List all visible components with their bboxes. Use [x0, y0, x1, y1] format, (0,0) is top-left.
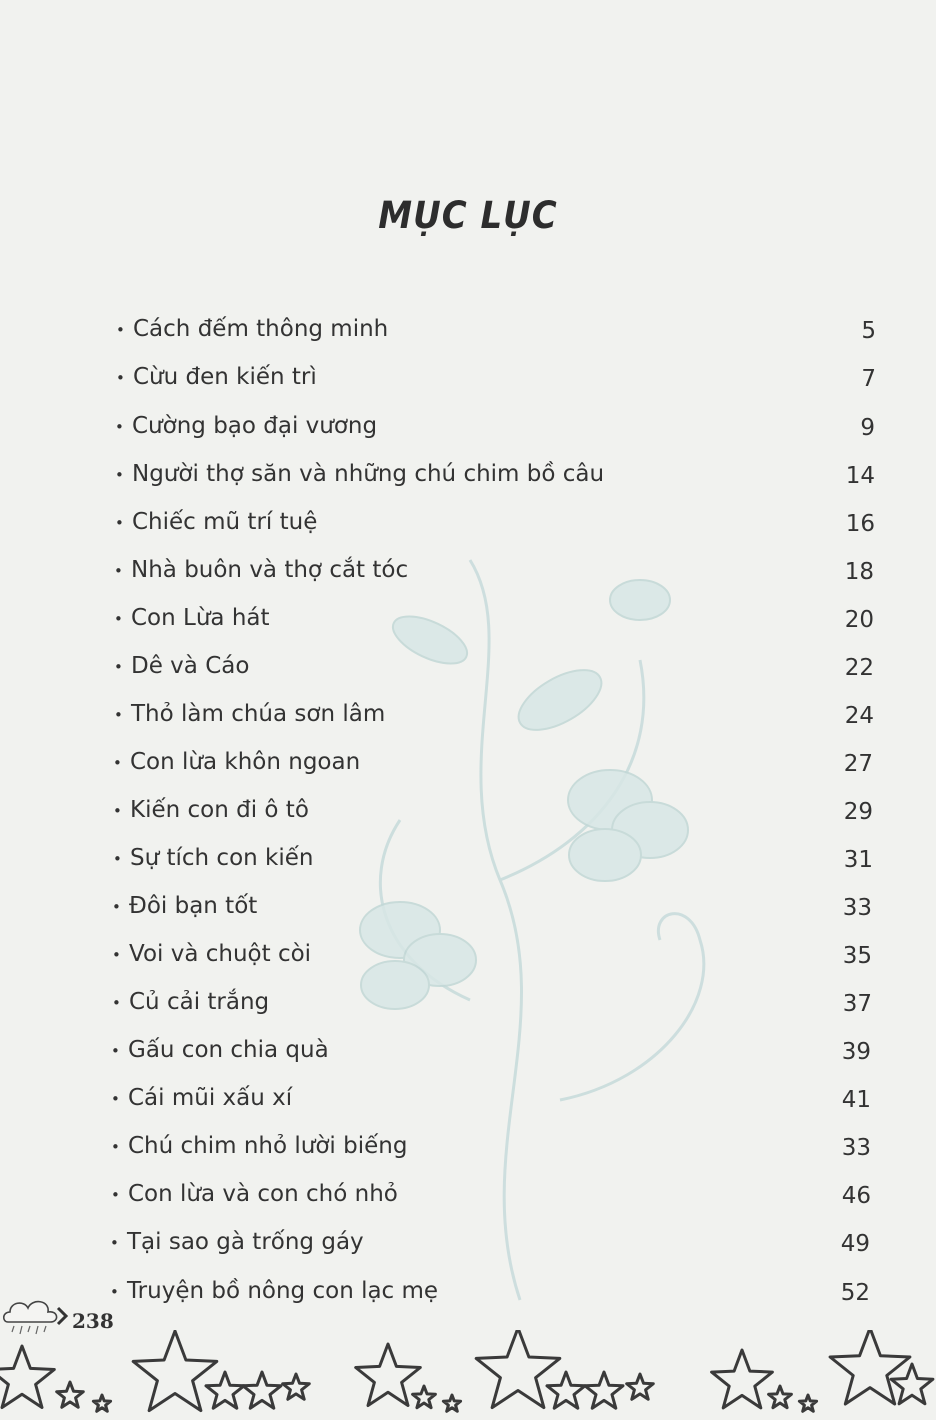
toc-entry — [114, 649, 884, 683]
toc-entry-title: Đôi bạn tốt — [129, 893, 258, 919]
bullet-icon: • — [112, 946, 121, 964]
toc-entry — [111, 1129, 881, 1163]
bullet-icon: • — [111, 1138, 120, 1156]
toc-entry — [114, 601, 884, 635]
bullet-icon: • — [113, 850, 122, 868]
toc-entry-title: Sự tích con kiến — [130, 845, 314, 871]
bullet-icon: • — [110, 1283, 119, 1301]
bullet-icon: • — [112, 898, 121, 916]
star-icon — [769, 1386, 792, 1408]
toc-entry-page: 14 — [845, 463, 875, 489]
star-icon — [712, 1350, 773, 1408]
star-border-decoration — [0, 1330, 936, 1420]
bullet-icon: • — [111, 1042, 120, 1060]
toc-entry-title: Con lừa khôn ngoan — [130, 749, 361, 775]
toc-entry-title: Dê và Cáo — [131, 653, 250, 679]
toc-entry — [113, 745, 883, 779]
star-icon — [799, 1395, 816, 1411]
toc-entry — [116, 360, 886, 394]
star-icon — [283, 1374, 310, 1399]
toc-entry — [116, 312, 886, 346]
toc-entry-page: 22 — [844, 655, 874, 681]
bullet-icon: • — [110, 1234, 119, 1252]
toc-entry — [114, 697, 884, 731]
bullet-icon: • — [114, 658, 123, 676]
toc-entry-page: 7 — [861, 366, 876, 392]
toc-entry-page: 33 — [841, 1135, 871, 1161]
toc-entry-title: Con Lừa hát — [131, 605, 270, 631]
star-icon — [206, 1372, 244, 1408]
bullet-icon: • — [115, 514, 124, 532]
toc-entry — [113, 793, 883, 827]
toc-entry-page: 35 — [842, 943, 872, 969]
toc-entry-page: 20 — [844, 607, 874, 633]
toc-entry-page: 37 — [842, 991, 872, 1017]
bullet-icon: • — [115, 466, 124, 484]
star-icon — [356, 1344, 421, 1406]
star-icon — [547, 1372, 585, 1408]
toc-entry-title: Nhà buôn và thợ cắt tóc — [131, 557, 409, 583]
star-icon — [476, 1330, 560, 1408]
toc-entry-title: Gấu con chia quà — [128, 1037, 329, 1063]
toc-entry — [115, 505, 885, 539]
toc-entry-page: 27 — [843, 751, 873, 777]
toc-entry-title: Kiến con đi ô tô — [130, 797, 309, 823]
toc-entry-page: 16 — [845, 511, 875, 537]
toc-entry-title: Voi và chuột còi — [129, 941, 312, 967]
toc-entry — [114, 553, 884, 587]
page-title: MỤC LỤC — [378, 194, 558, 238]
toc-entry-title: Chú chim nhỏ lười biếng — [128, 1133, 408, 1159]
toc-entry-page: 24 — [844, 703, 874, 729]
toc-entry-page: 39 — [841, 1039, 871, 1065]
star-icon — [57, 1382, 84, 1407]
toc-entry-page: 29 — [843, 799, 873, 825]
toc-entry-page: 41 — [841, 1087, 871, 1113]
toc-entry-page: 31 — [843, 847, 873, 873]
bullet-icon: • — [114, 706, 123, 724]
bullet-icon: • — [114, 562, 123, 580]
star-icon — [891, 1364, 933, 1404]
star-icon — [443, 1395, 460, 1411]
star-icon — [413, 1386, 436, 1408]
toc-entry — [110, 1225, 880, 1259]
bullet-icon: • — [111, 1186, 120, 1204]
bullet-icon: • — [113, 754, 122, 772]
bullet-icon: • — [112, 994, 121, 1012]
toc-entry — [111, 1177, 881, 1211]
toc-entry-page: 33 — [842, 895, 872, 921]
star-icon — [585, 1372, 623, 1408]
bullet-icon: • — [116, 369, 125, 387]
star-icon — [627, 1374, 654, 1399]
toc-entry-page: 52 — [840, 1280, 870, 1306]
page-number: 238 — [72, 1309, 114, 1333]
toc-entry-page: 18 — [844, 559, 874, 585]
toc-entry-title: Cách đếm thông minh — [133, 316, 389, 342]
toc-entry — [115, 409, 885, 443]
toc-entry-page: 5 — [861, 318, 876, 344]
toc-entry-title: Cừu đen kiến trì — [133, 364, 317, 390]
toc-entry — [113, 841, 883, 875]
toc-entry-title: Thỏ làm chúa sơn lâm — [131, 701, 386, 727]
star-icon — [243, 1372, 281, 1408]
toc-entry-title: Chiếc mũ trí tuệ — [132, 509, 318, 535]
bullet-icon: • — [114, 610, 123, 628]
toc-entry-title: Truyện bồ nông con lạc mẹ — [127, 1278, 439, 1304]
toc-entry — [112, 889, 882, 923]
star-icon — [830, 1330, 910, 1404]
star-icon — [93, 1395, 110, 1411]
toc-entry-title: Người thợ săn và những chú chim bồ câu — [132, 461, 605, 487]
toc-entry — [112, 937, 882, 971]
toc-entry — [112, 985, 882, 1019]
bullet-icon: • — [116, 321, 125, 339]
bullet-icon: • — [115, 418, 124, 436]
toc-entry — [111, 1033, 881, 1067]
toc-entry — [110, 1274, 880, 1308]
toc-entry-title: Củ cải trắng — [129, 989, 270, 1015]
toc-entry — [115, 457, 885, 491]
bullet-icon: • — [111, 1090, 120, 1108]
star-icon — [133, 1331, 217, 1411]
toc-entry-title: Con lừa và con chó nhỏ — [128, 1181, 398, 1207]
toc-entry-title: Cái mũi xấu xí — [128, 1085, 293, 1111]
bullet-icon: • — [113, 802, 122, 820]
star-icon — [0, 1346, 54, 1408]
toc-entry-page: 49 — [840, 1231, 870, 1257]
toc-entry-page: 9 — [860, 415, 875, 441]
toc-entry-title: Cường bạo đại vương — [132, 413, 378, 439]
toc-entry-page: 46 — [841, 1183, 871, 1209]
toc-entry — [111, 1081, 881, 1115]
toc-entry-title: Tại sao gà trống gáy — [127, 1229, 364, 1255]
